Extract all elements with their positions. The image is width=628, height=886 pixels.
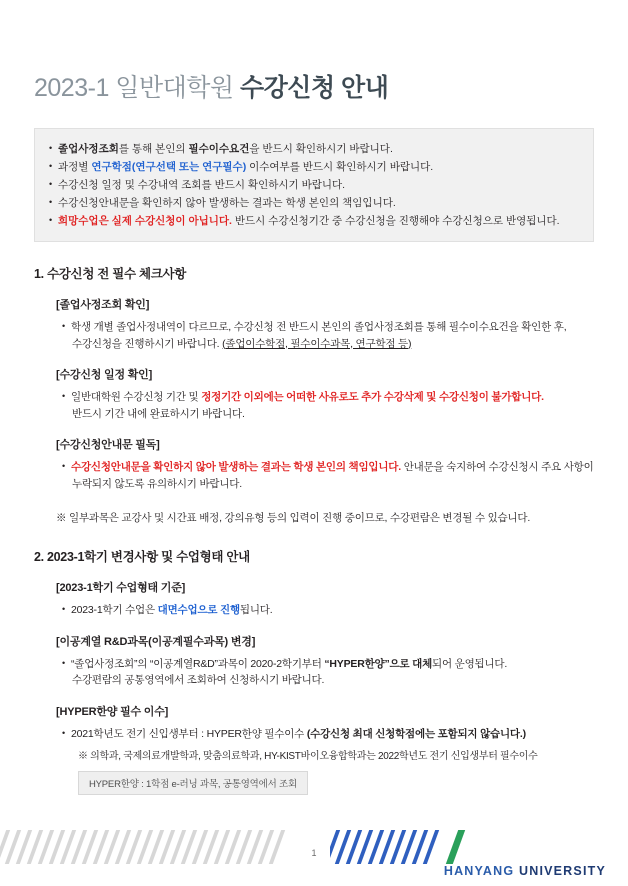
section [34,264,594,525]
continuation-line [62,336,594,353]
sub-note: ※ 의학과, 국제의료개발학과, 맞춤의료학과, HY-KIST바이오융합학과는 2022학년도 전기 신입생부터 필수이수 [78,751,538,762]
section-note: ※ 일부과목은 교강사 및 시간표 배정, 강의유형 등의 입력이 진행 중이므로, 수강편람은 변경될 수 있습니다. [56,512,531,524]
continuation-line [62,672,594,689]
sub-block-heading: [졸업사정조회 확인] [56,299,150,311]
bullet-item [62,388,594,406]
continuation-line [62,476,594,493]
text-run: 누락되지 않도록 유의하시기 바랍니다. [72,477,242,490]
text-run: 2023-1학기 수업은 [71,604,158,616]
notice-line [49,140,579,158]
text-run: 대면수업으로 진행 [157,604,240,616]
sub-block [34,366,594,422]
text-run: (졸업이수학점, 필수이수과목, 연구학점 등) [222,337,412,350]
bullet-item [62,655,594,673]
text-run: 수강신청안내문을 확인하지 않아 발생하는 결과는 학생 본인의 책임입니다. [58,197,396,209]
sub-block-body [56,458,594,492]
sub-block-body [56,318,594,352]
page-footer [0,814,628,886]
text-run: 수강편람의 공통영역에서 조회하여 신청하시기 바랍니다. [72,674,325,686]
text-run: 되어 운영됩니다. [432,657,508,670]
text-run: 수강신청안내문을 확인하지 않아 발생하는 결과는 학생 본인의 책임입니다. [71,461,401,473]
notice-box [34,128,594,242]
page-title [34,68,594,104]
sub-block [34,296,594,352]
section-title: 2. 2023-1학기 변경사항 및 수업형태 안내 [34,550,250,564]
brand-first: HANYANG [443,864,515,878]
notice-line [49,158,579,176]
text-run: 반드시 기간 내에 완료하시기 바랍니다. [72,407,245,420]
sub-block [34,436,594,492]
sub-block-heading: [HYPER한양 필수 이수] [56,705,169,718]
text-run: 과정별 [58,161,92,173]
footer-stripes-right [330,830,450,864]
text-run: 일반대학원 수강신청 기간 및 [71,391,202,403]
bullet-item [62,725,594,743]
text-run: 필수이수요건 [188,143,250,155]
text-run: 희망수업은 실제 수강신청이 아닙니다. [58,215,232,227]
text-run: (수강신청 최대 신청학점에는 포함되지 않습니다.) [306,727,526,740]
sub-block-body [56,655,594,689]
text-run: “HYPER한양”으로 대체 [324,657,433,670]
notice-line-list [49,140,579,230]
text-run: 됩니다. [239,604,273,616]
sub-block-body [56,725,594,796]
info-chip: HYPER한양 : 1학점 e-러닝 과목, 공통영역에서 조회 [78,771,308,795]
text-run: 정정기간 이외에는 어떠한 사유로도 추가 수강삭제 및 수강신청이 불가합니다. [201,391,544,403]
sub-block [34,633,594,689]
text-run: 연구학점(연구선택 또는 연구필수) [91,161,247,173]
brand-logo [444,864,606,878]
title-block [34,0,594,104]
page-title-prefix: 2023-1 일반대학원 [34,74,234,102]
text-run: 학생 개별 졸업사정내역이 다르므로, 수강신청 전 반드시 본인의 졸업사정조회를 통해 필수이수요건을 확인한 후, [71,321,567,333]
text-run: 이수여부를 반드시 확인하시기 바랍니다. [246,161,434,173]
bullet-item [62,318,594,336]
page-number: 1 [311,848,317,858]
sub-block-heading: [수강신청 일정 확인] [56,369,153,381]
sub-block-heading: [이공계열 R&D과목(이공계필수과목) 변경] [56,635,256,648]
brand-second: UNIVERSITY [518,864,606,878]
page-title-main: 수강신청 안내 [240,74,389,102]
footer-stripes-left [0,830,300,864]
continuation-line [62,406,594,423]
text-run: 을 반드시 확인하시기 바랍니다. [249,143,393,155]
section [34,547,594,795]
bullet-item [62,601,594,619]
sub-block [34,703,594,796]
notice-line [49,194,579,212]
text-run: 반드시 수강신청기간 중 수강신청을 진행해야 수강신청으로 반영됩니다. [231,215,560,227]
sub-block-heading: [수강신청안내문 필독] [56,439,160,451]
sub-block [34,579,594,619]
sub-block-heading: [2023-1학기 수업형태 기준] [56,582,186,594]
sections-root [34,264,594,795]
text-run: 를 통해 본인의 [118,143,189,155]
text-run: 졸업사정조회 [58,143,119,155]
bullet-item [62,458,594,476]
notice-line [49,176,579,194]
text-run: 2021학년도 전기 신입생부터 : HYPER한양 필수이수 [71,727,307,740]
sub-block-body [56,388,594,422]
text-run: 수강신청 일정 및 수강내역 조회를 반드시 확인하시기 바랍니다. [58,179,346,191]
notice-line [49,212,579,230]
text-run: 수강신청을 진행하시기 바랍니다. [72,337,223,350]
text-run: “졸업사정조회”의 “이공계열R&D”과목이 2020-2학기부터 [71,657,325,670]
text-run: 안내문을 숙지하여 수강신청시 주요 사항이 [400,461,594,473]
section-title: 1. 수강신청 전 필수 체크사항 [34,267,187,281]
sub-block-body [56,601,594,619]
